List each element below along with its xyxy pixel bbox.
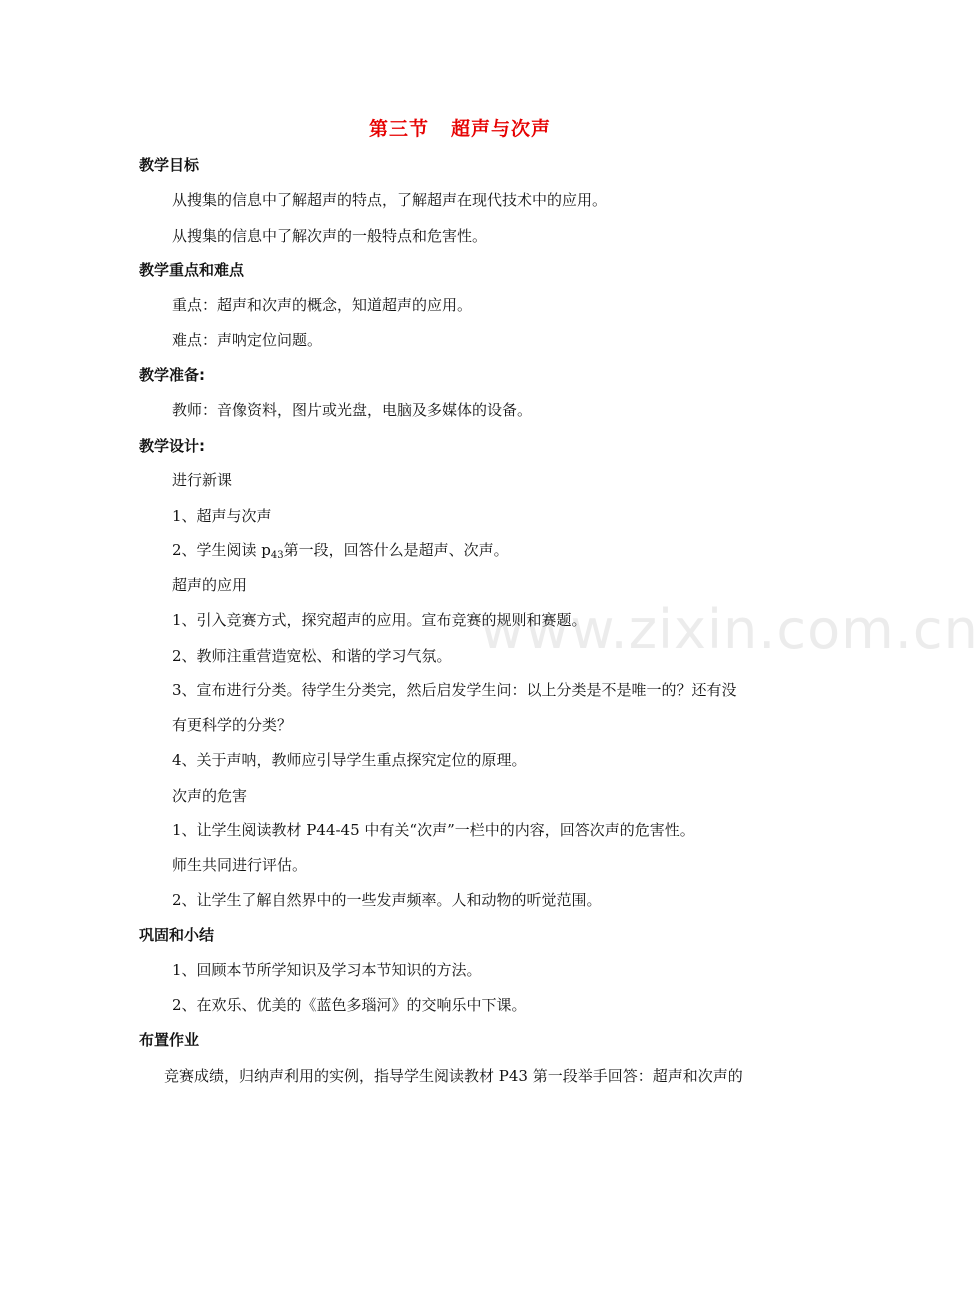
page-subscript: 43	[270, 550, 284, 561]
infra-heading: 次声的危害	[172, 787, 248, 805]
ultra-line-2: 2、教师注重营造宽松、和谐的学习气氛。	[172, 647, 452, 665]
title-topic: 超声与次声	[451, 118, 552, 140]
summary-line-1: 1、回顾本节所学知识及学习本节知识的方法。	[172, 961, 482, 979]
heading-summary: 巩固和小结	[139, 926, 215, 944]
design-item-1: 1、超声与次声	[172, 507, 272, 525]
heading-prep: 教学准备:	[139, 366, 205, 384]
heading-keypoints: 教学重点和难点	[139, 261, 245, 279]
prep-line-1: 教师：音像资料，图片或光盘，电脑及多媒体的设备。	[172, 401, 533, 419]
summary-line-2: 2、在欢乐、优美的《蓝色多瑙河》的交响乐中下课。	[172, 996, 527, 1014]
page-title	[0, 114, 920, 141]
design-item-2-text: 2、学生阅读 p	[172, 541, 271, 559]
heading-goals: 教学目标	[139, 156, 200, 174]
infra-line-1: 1、让学生阅读教材 P44-45 中有关“次声”一栏中的内容，回答次声的危害性。	[172, 821, 695, 839]
heading-design: 教学设计:	[139, 437, 205, 455]
homework-line-1: 竞赛成绩，归纳声利用的实例，指导学生阅读教材 P43 第一段举手回答：超声和次声的	[164, 1067, 743, 1085]
ultra-line-3: 3、宣布进行分类。待学生分类完，然后启发学生问：以上分类是不是唯一的？还有没	[172, 681, 737, 699]
heading-homework: 布置作业	[139, 1031, 200, 1049]
title-section-number: 第三节	[368, 118, 429, 140]
ultra-line-4: 有更科学的分类？	[172, 716, 293, 734]
infra-line-3: 2、让学生了解自然界中的一些发声频率。人和动物的听觉范围。	[172, 891, 602, 909]
ultra-line-5: 4、关于声呐，教师应引导学生重点探究定位的原理。	[172, 751, 527, 769]
keypoints-line-2: 难点：声呐定位问题。	[172, 331, 323, 349]
ultra-line-1: 1、引入竞赛方式，探究超声的应用。宣布竞赛的规则和赛题。	[172, 611, 587, 629]
goals-line-1: 从搜集的信息中了解超声的特点，了解超声在现代技术中的应用。	[172, 191, 608, 209]
watermark: www.zixin.com.cn	[480, 598, 979, 661]
design-intro: 进行新课	[172, 471, 233, 489]
design-item-2-rest: 第一段，回答什么是超声、次声。	[283, 541, 509, 559]
goals-line-2: 从搜集的信息中了解次声的一般特点和危害性。	[172, 227, 488, 245]
ultra-heading: 超声的应用	[172, 576, 248, 594]
keypoints-line-1: 重点：超声和次声的概念，知道超声的应用。	[172, 296, 473, 314]
infra-line-2: 师生共同进行评估。	[172, 856, 308, 874]
design-item-2	[172, 540, 509, 566]
